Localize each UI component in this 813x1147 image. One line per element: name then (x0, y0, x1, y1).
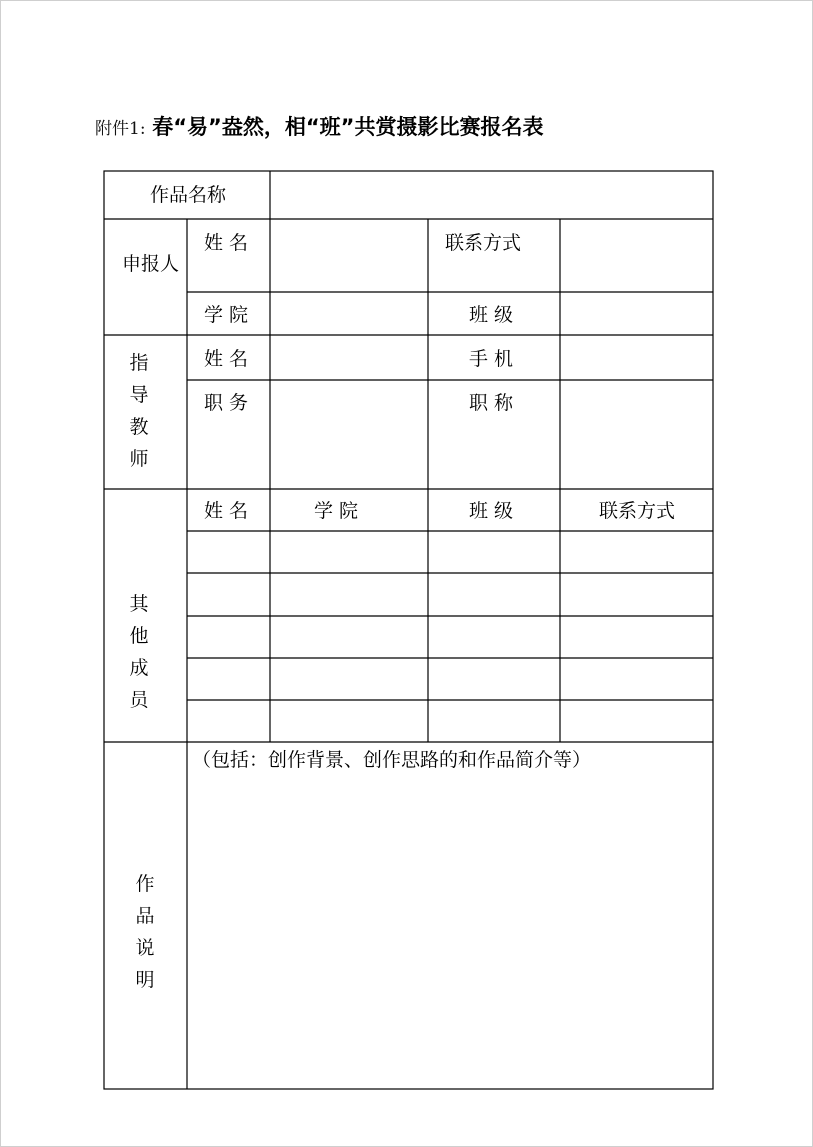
applicant-class-label: 班 级 (469, 304, 514, 326)
advisor-position-field[interactable] (271, 381, 427, 488)
work-name-field[interactable] (271, 172, 712, 218)
advisor-phone-field[interactable] (561, 336, 712, 379)
advisor-phone-label: 手 机 (469, 348, 514, 370)
members-header-college: 学 院 (314, 500, 359, 522)
members-header-contact: 联系方式 (599, 500, 676, 522)
advisor-section-label: 指导教师 (129, 352, 149, 470)
members-row[interactable] (188, 701, 712, 741)
applicant-name-label: 姓 名 (204, 232, 249, 254)
applicant-contact-field[interactable] (561, 220, 712, 291)
applicant-college-field[interactable] (271, 293, 427, 334)
applicant-class-field[interactable] (561, 293, 712, 334)
advisor-title-field[interactable] (561, 381, 712, 488)
advisor-position-label: 职 务 (204, 392, 249, 414)
members-row[interactable] (188, 617, 712, 657)
applicant-college-label: 学 院 (204, 304, 249, 326)
members-row[interactable] (188, 532, 712, 572)
form-title-text: 春“易”盎然，相“班”共赏摄影比赛报名表 (152, 115, 544, 139)
attachment-prefix: 附件1: (95, 119, 146, 139)
members-row[interactable] (188, 659, 712, 699)
members-section-label: 其他成员 (129, 593, 149, 711)
work-name-label: 作品名称 (150, 184, 227, 206)
members-row[interactable] (188, 574, 712, 615)
applicant-section-label: 申报人 (122, 253, 180, 275)
members-header-name: 姓 名 (204, 500, 249, 522)
description-hint: （包括：创作背景、创作思路的和作品简介等） (192, 749, 592, 771)
applicant-contact-label: 联系方式 (445, 232, 522, 254)
advisor-name-field[interactable] (271, 336, 427, 379)
description-section-label: 作品说明 (135, 873, 155, 991)
description-field[interactable] (188, 775, 712, 1088)
applicant-name-field[interactable] (271, 220, 427, 291)
advisor-title-label: 职 称 (469, 392, 514, 414)
advisor-name-label: 姓 名 (204, 348, 249, 370)
members-header-class: 班 级 (469, 500, 514, 522)
